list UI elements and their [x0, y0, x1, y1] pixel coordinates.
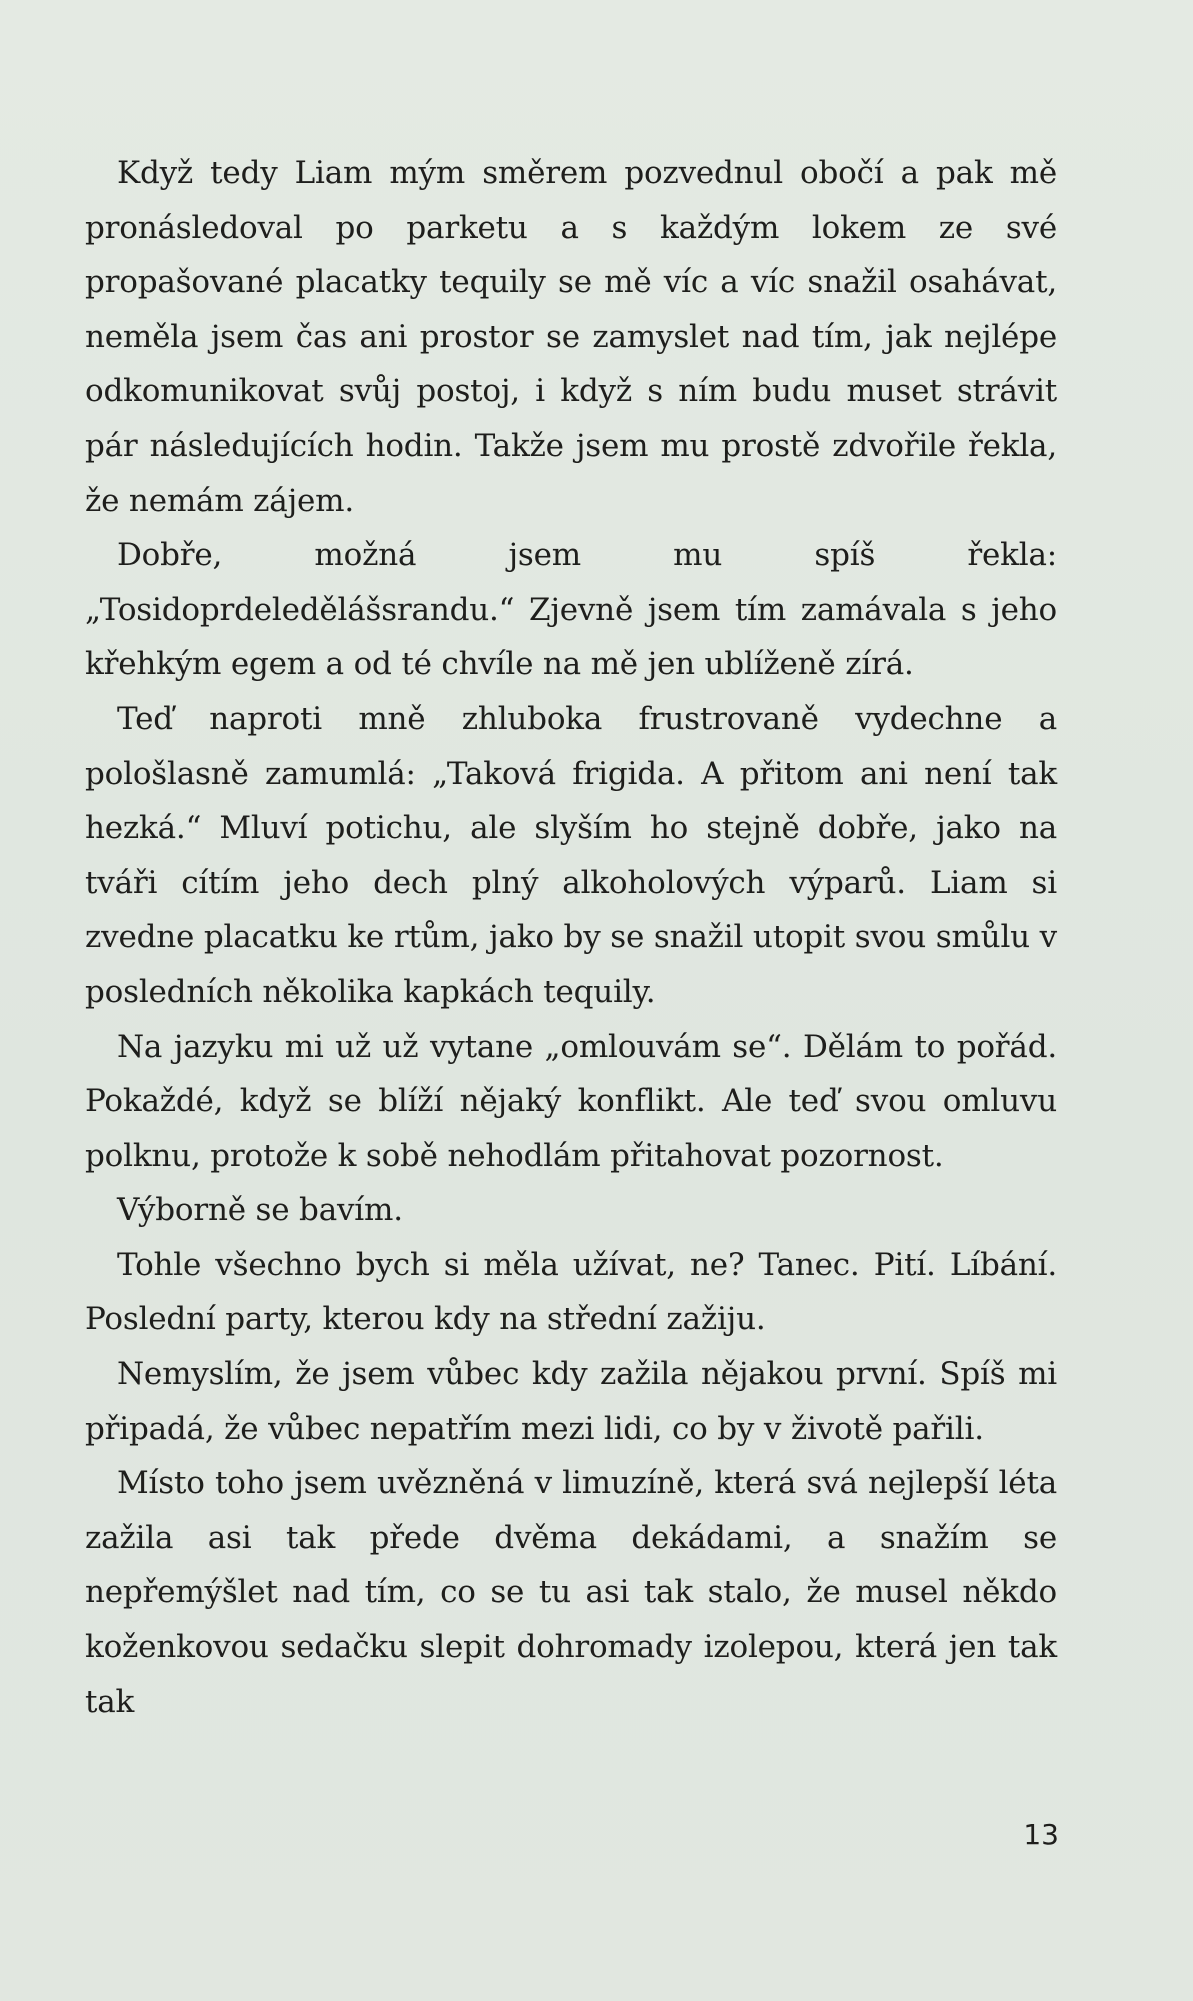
paragraph-5: Výborně se bavím. — [117, 1192, 403, 1229]
paragraph-7: Nemyslím, že jsem vůbec kdy zažila nějakou první. Spíš mi připadá, že vůbec nepatřím mezi lidi, co by v životě pařili. — [85, 1356, 1057, 1447]
paragraph-1: Když tedy Liam mým směrem pozvednul obočí a pak mě pronásledoval po parketu a s každým lokem ze své propašované placatky tequily se mě víc a víc snažil osahávat, neměla jsem čas ani prostor se zamyslet nad tím, jak nejlépe odkomunikovat svůj postoj, i když s ním budu muset strávit pár následujících hodin. Takže jsem mu prostě zdvořile řekla, že nemám zájem. — [85, 155, 1057, 519]
paragraph-4: Na jazyku mi už už vytane „omlouvám se“. Dělám to pořád. Pokaždé, když se blíží nějaký konflikt. Ale teď svou omluvu polknu, protože k sobě nehodlám přitahovat pozornost. — [85, 1028, 1057, 1174]
paragraph-3: Teď naproti mně zhluboka frustrovaně vydechne a pološlasně zamumlá: „Taková frigida. A přitom ani není tak hezká.“ Mluví potichu, ale slyším ho stejně dobře, jako na tváři cítím jeho dech plný alkoholových výparů. Liam si zvedne placatku ke rtům, jako by se snažil utopit svou smůlu v posledních několika kapkách tequily. — [85, 700, 1057, 1010]
paragraph-2: Dobře, možná jsem mu spíš řekla: „Tosidoprdeledělášsrandu.“ Zjevně jsem tím zamávala s jeho křehkým egem a od té chvíle na mě jen ublíženě zírá. — [85, 537, 1057, 683]
page-number: 13 — [1023, 1818, 1059, 1851]
paragraph-8: Místo toho jsem uvězněná v limuzíně, která svá nejlepší léta zažila asi tak přede dvěma dekádami, a snažím se nepřemýšlet nad tím, co se tu asi tak stalo, že musel někdo koženkovou sedačku slepit dohromady izolepou, která jen tak tak — [85, 1465, 1057, 1720]
paragraph-6: Tohle všechno bych si měla užívat, ne? Tanec. Pití. Líbání. Poslední party, kterou kdy na střední zažiju. — [85, 1246, 1057, 1338]
body-text — [85, 146, 1057, 1729]
